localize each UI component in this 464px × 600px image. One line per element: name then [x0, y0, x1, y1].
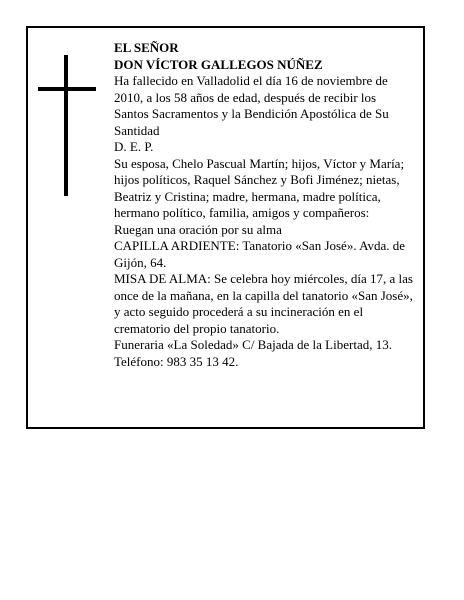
family-list: Su esposa, Chelo Pascual Martín; hijos, Víctor y María; hijos políticos, Raquel Sánchez y Bofi Jiménez; nietas, Beatriz y Cristina; madre, hermana, madre política, hermano político, familia, amigos y compañeros: — [114, 155, 405, 220]
cross-vertical-bar — [64, 55, 68, 196]
phone-info: Teléfono: 983 35 13 42. — [114, 353, 239, 369]
title-honorific: EL SEÑOR — [114, 40, 179, 55]
deceased-name: DON VÍCTOR GALLEGOS NÚÑEZ — [114, 56, 323, 72]
latin-cross-icon — [38, 55, 96, 196]
chapel-info: CAPILLA ARDIENTE: Tanatorio «San José». Avda. de Gijón, 64. — [114, 238, 406, 270]
prayer-request: Ruegan una oración por su alma — [114, 221, 282, 237]
mass-info: MISA DE ALMA: Se celebra hoy miércoles, día 17, a las once de la mañana, en la capilla del tanatorio «San José», y acto seguido procederá a su incineración en el crematorio del propio tanatorio. — [114, 271, 413, 336]
rip-abbreviation: D. E. P. — [114, 139, 154, 154]
cross-horizontal-bar — [38, 87, 96, 91]
funeral-home-info: Funeraria «La Soledad» C/ Bajada de la Libertad, 13. — [114, 337, 392, 352]
obituary-text-block — [114, 40, 414, 370]
death-announcement: Ha fallecido en Valladolid el día 16 de noviembre de 2010, a los 58 años de edad, después de recibir los Santos Sacramentos y la Bendición Apostólica de Su Santidad — [114, 73, 389, 138]
